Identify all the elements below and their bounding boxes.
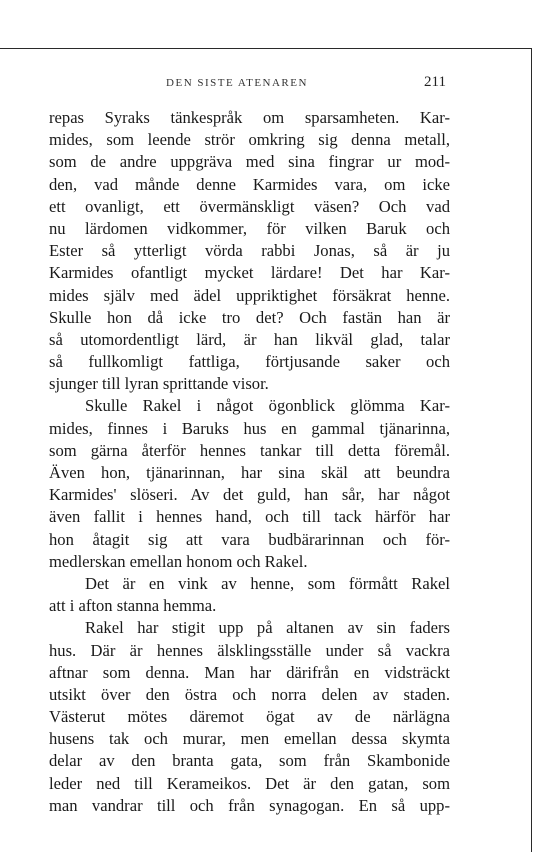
text-line: Ester så ytterligt vörda rabbi Jonas, så är ju <box>49 241 450 261</box>
text-line: som gärna återför hennes tankar till detta föremål. <box>49 440 450 460</box>
text-line: Västerut mötes däremot ögat av de närlägna <box>49 707 450 727</box>
text-line: leder ned till Kerameikos. Det är den gatan, som <box>49 773 450 793</box>
body-text <box>49 107 450 817</box>
text-line: nu lärdomen vidkommer, för vilken Baruk och <box>49 218 450 238</box>
top-border-rule <box>0 48 532 49</box>
page-number: 211 <box>424 74 446 90</box>
text-line: mides, finnes i Baruks hus en gammal tjänarinna, <box>49 418 450 438</box>
text-line: Även hon, tjänarinnan, har sina skäl att beundra <box>49 463 450 482</box>
text-line: mides, som leende strör omkring sig denna metall, <box>49 130 450 150</box>
page-header <box>0 74 544 94</box>
text-line: den, vad månde denne Karmides vara, om icke <box>49 174 450 194</box>
text-line: repas Syraks tänkespråk om sparsamheten. Kar- <box>49 108 450 127</box>
text-line: Det är en vink av henne, som förmått Rakel <box>85 573 450 593</box>
text-line: husens tak och murar, men emellan dessa skymta <box>49 729 450 749</box>
text-line: Karmides' slöseri. Av det guld, han sår, har något <box>49 485 450 505</box>
text-line: mides själv med ädel uppriktighet försäkrat henne. <box>49 285 450 305</box>
text-line: så utomordentligt lärd, är han likväl glad, talar <box>49 329 450 349</box>
text-line: utsikt över den östra och norra delen av staden. <box>49 684 450 704</box>
running-title: DEN SISTE ATENAREN <box>166 77 308 89</box>
text-line: Skulle Rakel i något ögonblick glömma Kar- <box>85 396 450 416</box>
text-line: ett ovanligt, ett övermänskligt väsen? Och vad <box>49 196 450 216</box>
text-line: man vandrar till och från synagogan. En så upp- <box>49 795 450 815</box>
text-line: Skulle hon då icke tro det? Och fastän han är <box>49 307 450 327</box>
text-line: Karmides ofantligt mycket lärdare! Det har Kar- <box>49 263 450 283</box>
text-line: aftnar som denna. Man har därifrån en vidsträckt <box>49 662 450 682</box>
text-line: hon åtagit sig att vara budbärarinnan och för- <box>49 529 450 549</box>
text-line: medlerskan emellan honom och Rakel. <box>49 551 308 571</box>
right-border-rule <box>531 48 532 852</box>
text-line: så fullkomligt fattliga, förtjusande saker och <box>49 352 450 372</box>
text-line: Rakel har stigit upp på altanen av sin faders <box>85 618 450 638</box>
text-line: sjunger till lyran sprittande visor. <box>49 374 269 394</box>
text-line: som de andre uppgräva med sina fingrar ur mod- <box>49 152 450 172</box>
text-line: att i afton stanna hemma. <box>49 596 217 616</box>
text-line: hus. Där är hennes älsklingsställe under så vackra <box>49 640 450 660</box>
text-line: delar av den branta gata, som från Skambonide <box>49 751 450 771</box>
text-line: även fallit i hennes hand, och till tack härför har <box>49 507 450 527</box>
